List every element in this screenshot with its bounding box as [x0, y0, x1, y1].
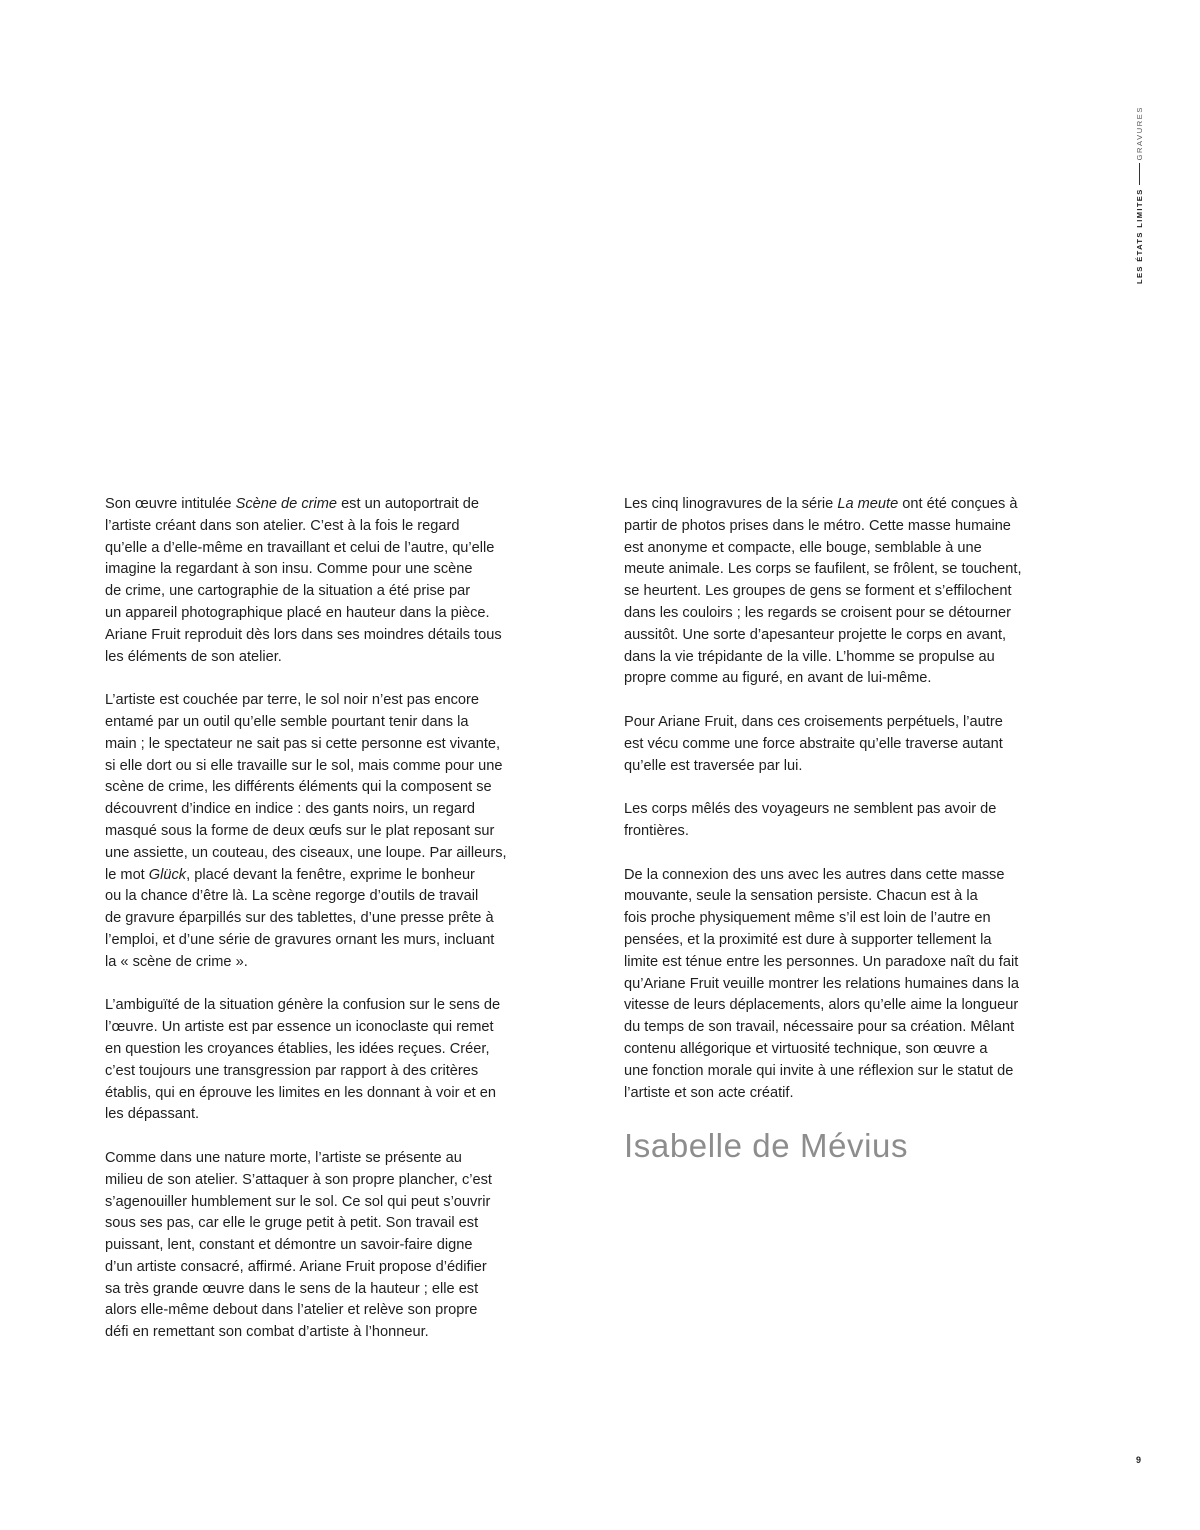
text-line	[624, 494, 1084, 516]
text-line: du temps de son travail, nécessaire pour sa création. Mêlant	[624, 1019, 1015, 1036]
text-line: milieu de son atelier. S’attaquer à son propre plancher, c’est	[105, 1171, 492, 1188]
text-line: qu’elle est traversée par lui.	[624, 757, 803, 774]
running-head-divider	[1139, 163, 1140, 185]
text-line: en question les croyances établies, les idées reçues. Créer,	[105, 1040, 490, 1057]
text-line: établis, qui en éprouve les limites en les donnant à voir et en	[105, 1084, 497, 1101]
text-line: un appareil photographique placé en hauteur dans la pièce.	[105, 604, 490, 621]
page-number: 9	[1136, 1455, 1142, 1465]
artwork-title: La meute	[837, 496, 899, 512]
text-line: les dépassant.	[105, 1106, 200, 1123]
paragraph-artiste-couchee	[105, 690, 565, 973]
text-line: puissant, lent, constant et démontre un savoir-faire digne	[105, 1237, 473, 1254]
text-line: qu’elle a d’elle-même en travaillant et celui de l’autre, qu’elle	[105, 539, 495, 556]
text-line: scène de crime, les différents éléments qui la composent se	[105, 779, 492, 796]
text-line: partir de photos prises dans le métro. Cette masse humaine	[624, 517, 1011, 534]
text-line: c’est toujours une transgression par rapport à des critères	[105, 1062, 479, 1079]
text-line: vitesse de leurs déplacements, alors qu’elle aime la longueur	[624, 997, 1019, 1014]
right-column	[624, 494, 1084, 1166]
text-line: les éléments de son atelier.	[105, 648, 282, 665]
text-line: frontières.	[624, 822, 689, 839]
paragraph-la-meute	[624, 494, 1084, 690]
text-line: Comme dans une nature morte, l’artiste se présente au	[105, 1149, 462, 1166]
text-line: L’artiste est couchée par terre, le sol noir n’est pas encore	[105, 692, 479, 709]
text-line: est anonyme et compacte, elle bouge, semblable à une	[624, 539, 982, 556]
text-line: sa très grande œuvre dans le sens de la hauteur ; elle est	[105, 1280, 479, 1297]
text-run: Les cinq linogravures de la série	[624, 496, 838, 512]
text-run: Son œuvre intitulée	[105, 496, 236, 512]
text-line	[105, 865, 565, 887]
text-line: l’artiste et son acte créatif.	[624, 1084, 794, 1101]
running-head-section: LES ÉTATS LIMITES	[1134, 188, 1144, 284]
text-line: contenu allégorique et virtuosité technique, son œuvre a	[624, 1040, 988, 1057]
text-line: propre comme au figuré, en avant de lui-même.	[624, 670, 932, 687]
text-line: ou la chance d’être là. La scène regorge d’outils de travail	[105, 888, 479, 905]
running-head-category: GRAVURES	[1134, 106, 1144, 161]
text-line: découvrent d’indice en indice : des gants noirs, un regard	[105, 801, 475, 818]
italic-word: Glück	[148, 866, 187, 883]
artwork-title: Scène de crime	[235, 496, 338, 512]
text-line: se heurtent. Les groupes de gens se forment et s’effilochent	[624, 583, 1012, 600]
text-line: d’un artiste consacré, affirmé. Ariane Fruit propose d’édifier	[105, 1258, 487, 1275]
text-line: alors elle-même debout dans l’atelier et relève son propre	[105, 1302, 478, 1319]
text-line: main ; le spectateur ne sait pas si cette personne est vivante,	[105, 735, 501, 752]
text-line: limite est ténue entre les personnes. Un paradoxe naît du fait	[624, 953, 1019, 970]
text-line: dans la vie trépidante de la ville. L’homme se propulse au	[624, 648, 995, 665]
text-run: ont été conçues à	[898, 496, 1018, 512]
text-line: si elle dort ou si elle travaille sur le sol, mais comme pour une	[105, 757, 503, 774]
text-line: s’agenouiller humblement sur le sol. Ce sol qui peut s’ouvrir	[105, 1193, 491, 1210]
paragraph-nature-morte	[105, 1148, 565, 1344]
text-line: aussitôt. Une sorte d’apesanteur projette le corps en avant,	[624, 626, 1007, 643]
text-line: meute animale. Les corps se faufilent, se frôlent, se touchent,	[624, 561, 1022, 578]
text-run: , placé devant la fenêtre, exprime le bonheur	[186, 866, 475, 883]
text-line: imagine la regardant à son insu. Comme pour une scène	[105, 561, 473, 578]
text-line: entamé par un outil qu’elle semble pourtant tenir dans la	[105, 713, 469, 730]
text-line: fois proche physiquement même s’il est loin de l’autre en	[624, 910, 991, 927]
text-line: L’ambiguïté de la situation génère la confusion sur le sens de	[105, 997, 501, 1014]
text-run: est un autoportrait de	[337, 496, 479, 512]
paragraph-croisements	[624, 712, 1084, 777]
text-line: dans les couloirs ; les regards se croisent pour se détourner	[624, 604, 1011, 621]
left-column	[105, 494, 565, 1366]
text-line: Les corps mêlés des voyageurs ne semblent pas avoir de	[624, 801, 997, 818]
text-line: l’artiste créant dans son atelier. C’est à la fois le regard	[105, 517, 460, 534]
text-line: pensées, et la proximité est dure à supporter tellement la	[624, 931, 992, 948]
text-line: la « scène de crime ».	[105, 953, 248, 970]
text-line: l’emploi, et d’une série de gravures ornant les murs, incluant	[105, 931, 495, 948]
text-line: Pour Ariane Fruit, dans ces croisements perpétuels, l’autre	[624, 713, 1003, 730]
text-line: l’œuvre. Un artiste est par essence un iconoclaste qui remet	[105, 1019, 494, 1036]
text-run: le mot	[105, 866, 149, 883]
text-line: Ariane Fruit reproduit dès lors dans ses moindres détails tous	[105, 626, 502, 643]
author-signature: Isabelle de Mévius	[624, 1127, 909, 1165]
text-line	[105, 494, 565, 516]
text-line: de crime, une cartographie de la situation a été prise par	[105, 583, 471, 600]
text-line: une fonction morale qui invite à une réflexion sur le statut de	[624, 1062, 1014, 1079]
text-line: une assiette, un couteau, des ciseaux, une loupe. Par ailleurs,	[105, 844, 507, 861]
text-line: mouvante, seule la sensation persiste. Chacun est à la	[624, 888, 978, 905]
paragraph-corps-meles	[624, 799, 1084, 843]
running-head	[1129, 104, 1149, 284]
text-line: qu’Ariane Fruit veuille montrer les relations humaines dans la	[624, 975, 1020, 992]
text-line: de gravure éparpillés sur des tablettes, d’une presse prête à	[105, 910, 494, 927]
text-line: De la connexion des uns avec les autres dans cette masse	[624, 866, 1005, 883]
text-line: masqué sous la forme de deux œufs sur le plat reposant sur	[105, 822, 495, 839]
text-line: défi en remettant son combat d’artiste à l’honneur.	[105, 1324, 429, 1341]
paragraph-ambiguite	[105, 995, 565, 1126]
paragraph-scene-de-crime-intro	[105, 494, 565, 668]
text-line: sous ses pas, car elle le gruge petit à petit. Son travail est	[105, 1215, 479, 1232]
text-line: est vécu comme une force abstraite qu’elle traverse autant	[624, 735, 1003, 752]
paragraph-connexion	[624, 865, 1084, 1105]
